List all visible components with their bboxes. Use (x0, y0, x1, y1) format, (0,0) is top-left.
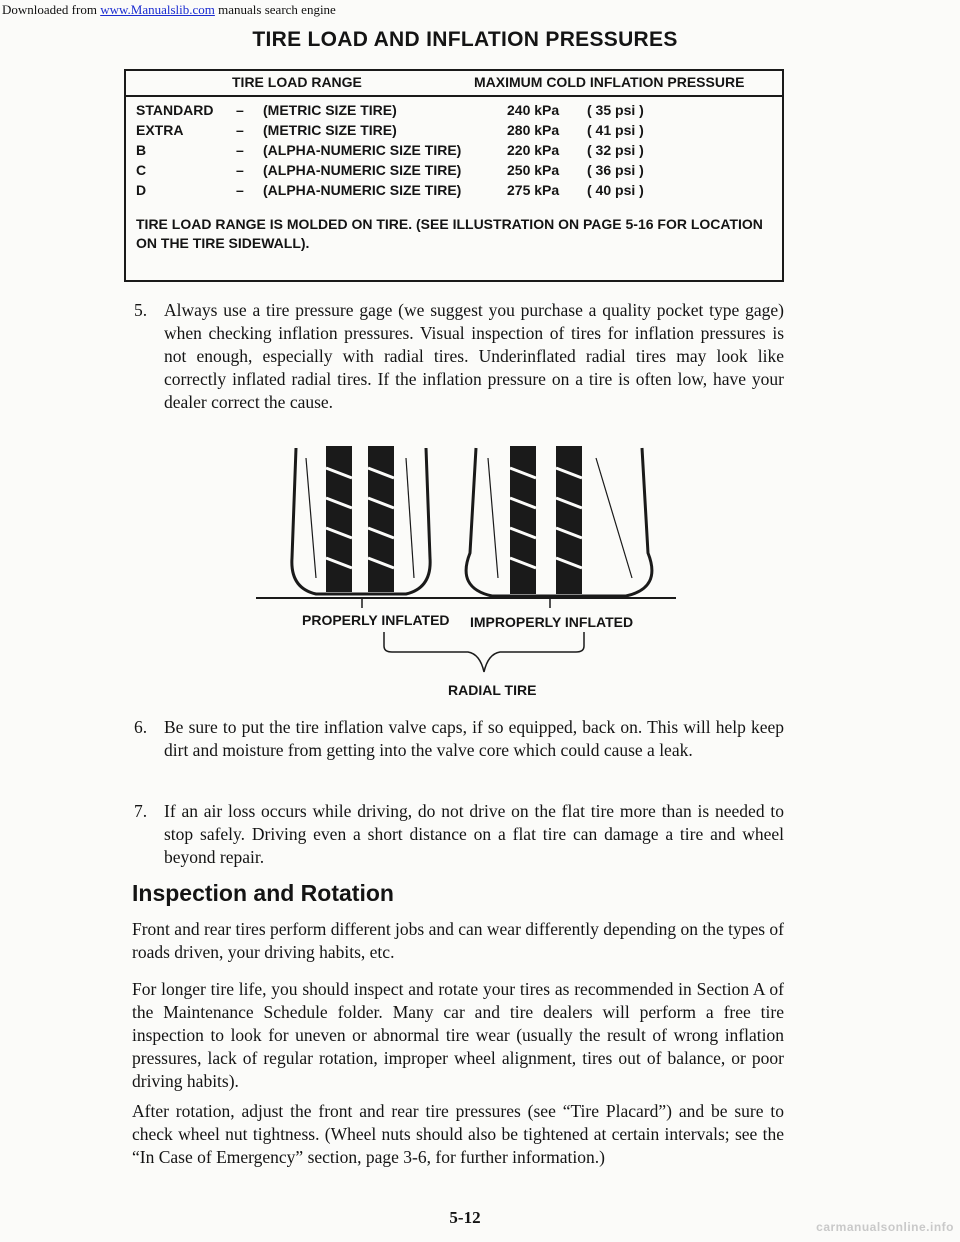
page-number: 5-12 (449, 1208, 481, 1227)
row-dash: – (236, 122, 244, 138)
section-paragraph: Front and rear tires perform different jobs and can wear differently depending on the types of roads driven, your driving habits, etc. (132, 919, 784, 962)
row-psi: ( 35 psi ) (587, 102, 644, 118)
download-header (2, 2, 336, 18)
row-category: STANDARD (136, 102, 214, 118)
row-kpa: 220 kPa (507, 142, 560, 158)
download-prefix: Downloaded from (2, 2, 97, 17)
section-paragraph: For longer tire life, you should inspect and rotate your tires as recommended in Section A of the Maintenance Schedule folder. Many car and tire dealers will perform a free tire inspection to look for uneven or abnormal tire wear (usually the result of wrong inflation pressures, lack of regular rotation, improper wheel alignment, tires out of balance, or poor driving habits). (132, 979, 784, 1091)
radial-tire-illustration (256, 438, 676, 608)
row-dash: – (236, 142, 244, 158)
row-psi: ( 32 psi ) (587, 142, 644, 158)
tire-outline-properly-inflated (292, 448, 430, 594)
row-category: B (136, 142, 147, 158)
row-kpa: 240 kPa (507, 102, 560, 118)
table-row (126, 102, 782, 122)
download-suffix: manuals search engine (214, 2, 336, 17)
manualslib-link[interactable]: www.Manualslib.com (100, 2, 215, 17)
table-row (126, 182, 782, 202)
item-number: 6. (134, 717, 148, 737)
item-number: 5. (134, 300, 148, 320)
row-psi: ( 36 psi ) (587, 162, 644, 178)
item-text: Always use a tire pressure gage (we suggest you purchase a quality pocket type gage) when checking inflation pressures. Visual inspection of tires for inflation pressures is not enough, especially with radial tires. Underinflated radial tires may look like correctly inflated radial tires. If the inflation pressure on a tire is often low, have your dealer correct the cause. (164, 300, 784, 412)
row-category: D (136, 182, 147, 198)
row-description: (METRIC SIZE TIRE) (263, 102, 397, 118)
row-kpa: 280 kPa (507, 122, 560, 138)
row-dash: – (236, 102, 244, 118)
section-paragraph: After rotation, adjust the front and rear tire pressures (see “Tire Placard”) and be sure to check wheel nut tightness. (Wheel nuts should also be tightened at certain intervals; see the “In Case of Emergency” section, page 3-6, for further information.) (132, 1101, 784, 1167)
table-header (126, 71, 782, 97)
column-header-max-pressure: MAXIMUM COLD INFLATION PRESSURE (474, 74, 745, 90)
table-row (126, 122, 782, 142)
row-dash: – (236, 182, 244, 198)
tire-load-table (124, 69, 784, 282)
row-psi: ( 41 psi ) (587, 122, 644, 138)
row-dash: – (236, 162, 244, 178)
figure-bracket (380, 628, 590, 678)
row-psi: ( 40 psi ) (587, 182, 644, 198)
page-title: TIRE LOAD AND INFLATION PRESSURES (252, 28, 678, 51)
item-number: 7. (134, 801, 148, 821)
item-text: Be sure to put the tire inflation valve caps, if so equipped, back on. This will help keep dirt and moisture from getting into the valve core which could cause a leak. (164, 717, 784, 760)
row-category: C (136, 162, 147, 178)
item-text: If an air loss occurs while driving, do not drive on the flat tire more than is needed to stop safely. Driving even a short distance on a flat tire can damage a tire and wheel beyond repair. (164, 801, 784, 867)
column-header-load-range: TIRE LOAD RANGE (232, 74, 362, 90)
label-improperly-inflated: IMPROPERLY INFLATED (470, 614, 634, 630)
footer-watermark: carmanualsonline.info (816, 1220, 954, 1234)
row-kpa: 250 kPa (507, 162, 560, 178)
row-description: (ALPHA-NUMERIC SIZE TIRE) (263, 182, 462, 198)
label-radial-tire: RADIAL TIRE (448, 682, 537, 698)
row-description: (METRIC SIZE TIRE) (263, 122, 397, 138)
table-note: TIRE LOAD RANGE IS MOLDED ON TIRE. (SEE ILLUSTRATION ON PAGE 5-16 FOR LOCATION ON THE TIRE SIDEWALL). (136, 216, 763, 251)
row-kpa: 275 kPa (507, 182, 560, 198)
section-heading: Inspection and Rotation (132, 880, 394, 906)
label-properly-inflated: PROPERLY INFLATED (302, 612, 450, 628)
row-category: EXTRA (136, 122, 184, 138)
table-row (126, 142, 782, 162)
table-row (126, 162, 782, 182)
row-description: (ALPHA-NUMERIC SIZE TIRE) (263, 162, 462, 178)
row-description: (ALPHA-NUMERIC SIZE TIRE) (263, 142, 462, 158)
